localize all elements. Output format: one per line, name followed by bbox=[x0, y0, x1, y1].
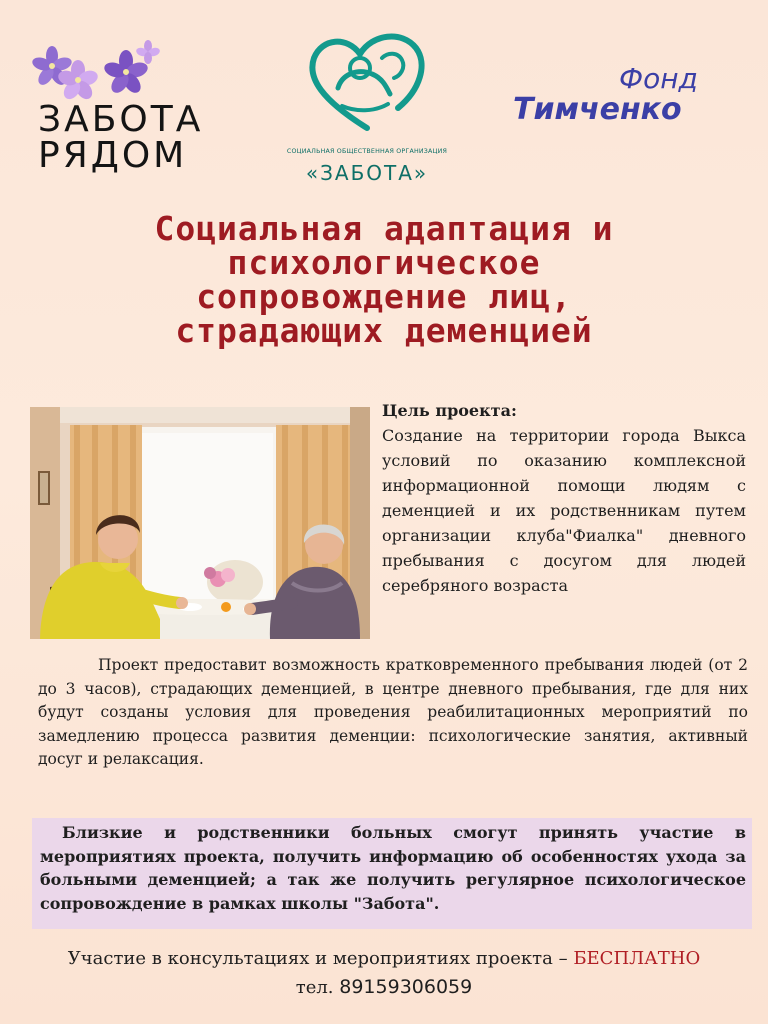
page-title bbox=[40, 209, 728, 350]
violet-flowers-icon bbox=[30, 40, 160, 102]
logo-line-1: ЗАБОТА bbox=[38, 99, 204, 140]
photo-two-women-at-table bbox=[30, 407, 370, 639]
goal-text: Создание на территории города Выкса условий по оказанию комплексной информационной помощи людям с деменцией и их родственникам путем организации клуба"Фиалка" дневного пребывания с досугом для людей серебряного возраста bbox=[382, 426, 746, 595]
phone-line bbox=[0, 976, 768, 998]
logo-fond-timchenko bbox=[505, 62, 715, 142]
project-description: Проект предоставит возможность кратковременного пребывания людей (от 2 до 3 часов), страдающих деменцией, в центре дневного пребывания, где для них будут созданы условия для проведения реабилитационных мероприятий по замедлению процесса развития деменции: психологические занятия, активный досуг и релаксация. bbox=[38, 656, 748, 768]
goal-heading: Цель проекта: bbox=[382, 401, 517, 420]
org-name: «ЗАБОТА» bbox=[305, 161, 429, 185]
logo-line-2: РЯДОМ bbox=[38, 135, 188, 176]
phone-label: тел. bbox=[295, 977, 340, 998]
phone-number: 89159306059 bbox=[339, 976, 473, 998]
project-goal bbox=[382, 398, 746, 598]
title-line: сопровождение лиц, bbox=[196, 277, 572, 316]
title-line: Социальная адаптация и bbox=[154, 209, 614, 248]
logo-org-zabota bbox=[282, 28, 452, 188]
participation-text: Участие в консультациях и мероприятиях проекта – bbox=[67, 948, 574, 969]
fond-bottom-word: Тимченко bbox=[513, 92, 682, 127]
mother-child-heart-icon bbox=[302, 28, 432, 138]
title-line: психологическое bbox=[227, 243, 541, 282]
org-caption: СОЦИАЛЬНАЯ ОБЩЕСТВЕННАЯ ОРГАНИЗАЦИЯ bbox=[286, 148, 448, 155]
free-label: БЕСПЛАТНО bbox=[573, 948, 701, 969]
relatives-note-box bbox=[32, 818, 752, 929]
participation-line bbox=[0, 948, 768, 969]
relatives-note-text: Близкие и родственники больных смогут принять участие в мероприятиях проекта, получить информацию об особенностях ухода за больными деменцией; а так же получить регулярное психологическое сопровождение в рамках школы "Забота". bbox=[40, 823, 746, 913]
title-line: страдающих деменцией bbox=[175, 311, 593, 350]
logo-zabota-ryadom bbox=[30, 40, 230, 180]
fond-top-word: Фонд bbox=[619, 62, 698, 95]
